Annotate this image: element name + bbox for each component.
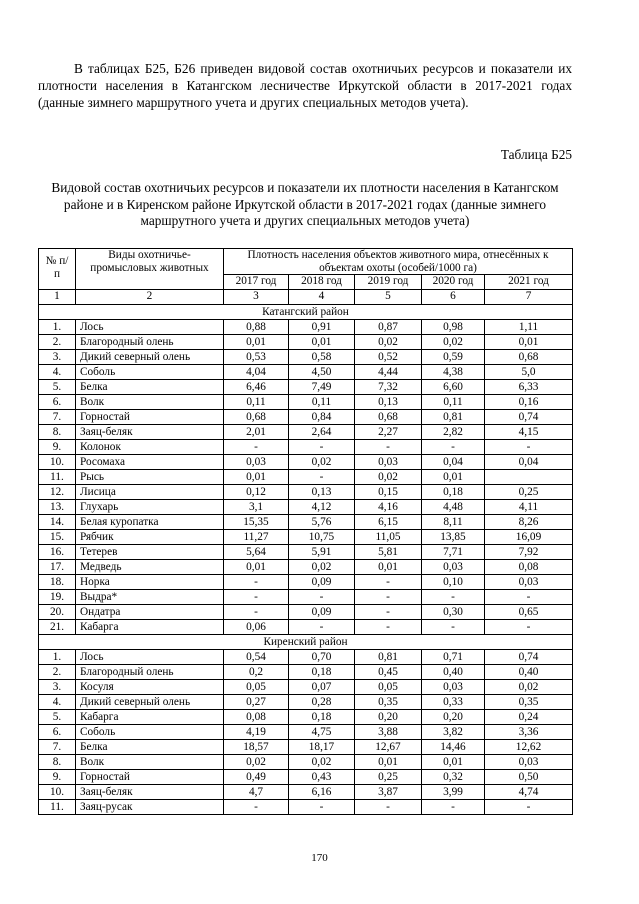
row-number: 7. <box>39 410 76 425</box>
density-value: 0,11 <box>289 395 355 410</box>
row-number: 16. <box>39 545 76 560</box>
row-number: 1. <box>39 320 76 335</box>
table-row <box>39 455 573 470</box>
density-value: 18,57 <box>224 740 289 755</box>
species-name: Лось <box>76 650 224 665</box>
density-value: 12,67 <box>355 740 422 755</box>
section-title: Киренский район <box>39 635 573 650</box>
species-name: Выдра* <box>76 590 224 605</box>
species-name: Лось <box>76 320 224 335</box>
density-value <box>485 470 573 485</box>
density-value: 18,17 <box>289 740 355 755</box>
density-value: 1,11 <box>485 320 573 335</box>
density-value: 0,01 <box>422 470 485 485</box>
species-name: Соболь <box>76 365 224 380</box>
density-value: 4,19 <box>224 725 289 740</box>
species-name: Заяц-беляк <box>76 425 224 440</box>
density-value: - <box>485 440 573 455</box>
density-value: 0,02 <box>355 470 422 485</box>
density-value: 6,15 <box>355 515 422 530</box>
density-value: 0,68 <box>224 410 289 425</box>
table-row <box>39 350 573 365</box>
density-value: 0,02 <box>224 755 289 770</box>
density-value: 6,16 <box>289 785 355 800</box>
table-row <box>39 395 573 410</box>
density-value: 2,64 <box>289 425 355 440</box>
species-name: Благородный олень <box>76 665 224 680</box>
density-value: 0,15 <box>355 485 422 500</box>
section-row <box>39 305 573 320</box>
density-value: 0,02 <box>289 560 355 575</box>
density-value: 0,05 <box>355 680 422 695</box>
density-value: 0,40 <box>422 665 485 680</box>
species-name: Глухарь <box>76 500 224 515</box>
density-value: 4,44 <box>355 365 422 380</box>
density-value: 0,01 <box>289 335 355 350</box>
row-number: 1. <box>39 650 76 665</box>
species-name: Медведь <box>76 560 224 575</box>
row-number: 2. <box>39 335 76 350</box>
density-value: 13,85 <box>422 530 485 545</box>
section-title: Катангский район <box>39 305 573 320</box>
row-number: 14. <box>39 515 76 530</box>
species-name: Горностай <box>76 770 224 785</box>
table-row <box>39 575 573 590</box>
density-value: - <box>422 590 485 605</box>
density-value: 0,09 <box>289 605 355 620</box>
density-value: 0,27 <box>224 695 289 710</box>
species-name: Колонок <box>76 440 224 455</box>
column-number: 5 <box>355 290 422 305</box>
density-value: 0,01 <box>224 470 289 485</box>
density-value: 3,99 <box>422 785 485 800</box>
row-number: 8. <box>39 755 76 770</box>
table-row <box>39 785 573 800</box>
density-value: 5,91 <box>289 545 355 560</box>
density-value: 6,60 <box>422 380 485 395</box>
header-year: 2018 год <box>289 275 355 290</box>
table-header-row <box>39 249 573 275</box>
density-value: - <box>485 800 573 815</box>
density-value: 3,87 <box>355 785 422 800</box>
species-name: Заяц-русак <box>76 800 224 815</box>
density-value: 0,01 <box>224 335 289 350</box>
species-name: Тетерев <box>76 545 224 560</box>
density-value: 4,48 <box>422 500 485 515</box>
table-row <box>39 410 573 425</box>
species-name: Волк <box>76 755 224 770</box>
density-value: 0,02 <box>422 335 485 350</box>
density-value: 0,03 <box>224 455 289 470</box>
species-name: Дикий северный олень <box>76 350 224 365</box>
density-value: 2,27 <box>355 425 422 440</box>
density-value: 5,76 <box>289 515 355 530</box>
density-value: - <box>289 620 355 635</box>
density-value: 0,03 <box>422 680 485 695</box>
density-value: 11,05 <box>355 530 422 545</box>
density-value: 4,15 <box>485 425 573 440</box>
density-value: 0,03 <box>422 560 485 575</box>
density-value: 0,49 <box>224 770 289 785</box>
column-number: 4 <box>289 290 355 305</box>
density-value: 0,01 <box>224 560 289 575</box>
table-label: Таблица Б25 <box>500 147 572 162</box>
density-value: 0,35 <box>485 695 573 710</box>
density-value: 0,65 <box>485 605 573 620</box>
density-value: - <box>485 590 573 605</box>
density-value: 0,24 <box>485 710 573 725</box>
row-number: 19. <box>39 590 76 605</box>
row-number: 9. <box>39 770 76 785</box>
density-value: 0,53 <box>224 350 289 365</box>
density-value: 0,68 <box>355 410 422 425</box>
table-row <box>39 770 573 785</box>
density-value: 0,28 <box>289 695 355 710</box>
density-value: - <box>289 470 355 485</box>
table-row <box>39 500 573 515</box>
header-num: № п/п <box>39 249 76 290</box>
row-number: 13. <box>39 500 76 515</box>
density-value: 0,01 <box>422 755 485 770</box>
species-name: Косуля <box>76 680 224 695</box>
species-name: Соболь <box>76 725 224 740</box>
density-value: 0,68 <box>485 350 573 365</box>
density-value: 0,04 <box>422 455 485 470</box>
table-row <box>39 680 573 695</box>
density-value: 2,01 <box>224 425 289 440</box>
column-number: 1 <box>39 290 76 305</box>
density-value: 0,08 <box>224 710 289 725</box>
density-value: 0,30 <box>422 605 485 620</box>
species-name: Заяц-беляк <box>76 785 224 800</box>
table-row <box>39 590 573 605</box>
density-value: 0,11 <box>224 395 289 410</box>
species-name: Белая куропатка <box>76 515 224 530</box>
header-density: Плотность населения объектов животного мира, отнесённых к объектам охоты (особей/1000 га) <box>224 249 573 275</box>
density-value: 4,16 <box>355 500 422 515</box>
density-value: 14,46 <box>422 740 485 755</box>
density-value: - <box>422 440 485 455</box>
species-name: Белка <box>76 380 224 395</box>
density-value: 0,70 <box>289 650 355 665</box>
density-value: - <box>289 440 355 455</box>
density-value: 0,02 <box>355 335 422 350</box>
density-value: - <box>224 590 289 605</box>
species-name: Лисица <box>76 485 224 500</box>
row-number: 4. <box>39 695 76 710</box>
density-value: 5,0 <box>485 365 573 380</box>
row-number: 3. <box>39 350 76 365</box>
table-row <box>39 740 573 755</box>
row-number: 6. <box>39 725 76 740</box>
density-value: - <box>485 620 573 635</box>
row-number: 15. <box>39 530 76 545</box>
column-numbers-row <box>39 290 573 305</box>
table-row <box>39 650 573 665</box>
header-year: 2017 год <box>224 275 289 290</box>
density-value: 0,87 <box>355 320 422 335</box>
density-value: - <box>224 440 289 455</box>
density-value: 0,91 <box>289 320 355 335</box>
species-name: Норка <box>76 575 224 590</box>
density-value: 0,12 <box>224 485 289 500</box>
density-value: 0,81 <box>355 650 422 665</box>
table-row <box>39 320 573 335</box>
table-row <box>39 725 573 740</box>
species-name: Благородный олень <box>76 335 224 350</box>
density-value: 0,18 <box>289 665 355 680</box>
column-number: 7 <box>485 290 573 305</box>
density-value: 16,09 <box>485 530 573 545</box>
table-row <box>39 515 573 530</box>
page-number: 170 <box>311 852 328 864</box>
density-value: 3,36 <box>485 725 573 740</box>
table-row <box>39 470 573 485</box>
density-value: 0,25 <box>485 485 573 500</box>
row-number: 17. <box>39 560 76 575</box>
row-number: 9. <box>39 440 76 455</box>
density-value: 4,04 <box>224 365 289 380</box>
density-value: 8,11 <box>422 515 485 530</box>
species-name: Белка <box>76 740 224 755</box>
table-row <box>39 620 573 635</box>
density-value: 2,82 <box>422 425 485 440</box>
row-number: 2. <box>39 665 76 680</box>
column-number: 2 <box>76 290 224 305</box>
density-value: 0,59 <box>422 350 485 365</box>
density-value: 0,07 <box>289 680 355 695</box>
density-value: 0,98 <box>422 320 485 335</box>
density-value: 0,18 <box>289 710 355 725</box>
density-value: 0,40 <box>485 665 573 680</box>
header-year: 2021 год <box>485 275 573 290</box>
species-name: Кабарга <box>76 710 224 725</box>
density-value: 0,01 <box>355 560 422 575</box>
density-value: 3,82 <box>422 725 485 740</box>
density-value: 0,11 <box>422 395 485 410</box>
row-number: 11. <box>39 800 76 815</box>
density-value: 15,35 <box>224 515 289 530</box>
row-number: 3. <box>39 680 76 695</box>
density-value: 0,35 <box>355 695 422 710</box>
density-value: 0,02 <box>485 680 573 695</box>
density-value: 3,1 <box>224 500 289 515</box>
density-value: 0,18 <box>422 485 485 500</box>
row-number: 4. <box>39 365 76 380</box>
species-name: Кабарга <box>76 620 224 635</box>
density-value: 0,74 <box>485 410 573 425</box>
density-value: 4,38 <box>422 365 485 380</box>
density-value: 0,01 <box>485 335 573 350</box>
species-name: Росомаха <box>76 455 224 470</box>
row-number: 8. <box>39 425 76 440</box>
density-value: 4,74 <box>485 785 573 800</box>
density-value: 0,33 <box>422 695 485 710</box>
density-value: 0,03 <box>355 455 422 470</box>
density-value: 5,64 <box>224 545 289 560</box>
species-name: Дикий северный олень <box>76 695 224 710</box>
density-value: - <box>289 590 355 605</box>
row-number: 5. <box>39 380 76 395</box>
density-value: - <box>355 590 422 605</box>
density-value: 0,50 <box>485 770 573 785</box>
density-value: 0,74 <box>485 650 573 665</box>
density-value: - <box>224 605 289 620</box>
density-value: 0,03 <box>485 575 573 590</box>
species-name: Волк <box>76 395 224 410</box>
density-value: 0,45 <box>355 665 422 680</box>
density-value: 0,05 <box>224 680 289 695</box>
density-value: 3,88 <box>355 725 422 740</box>
density-value: 0,02 <box>289 455 355 470</box>
density-value: 5,81 <box>355 545 422 560</box>
row-number: 11. <box>39 470 76 485</box>
row-number: 21. <box>39 620 76 635</box>
table-row <box>39 530 573 545</box>
density-value: 4,11 <box>485 500 573 515</box>
density-value: - <box>355 440 422 455</box>
table-row <box>39 710 573 725</box>
section-row <box>39 635 573 650</box>
density-value: 8,26 <box>485 515 573 530</box>
density-table <box>38 248 573 815</box>
density-value: 0,09 <box>289 575 355 590</box>
column-number: 3 <box>224 290 289 305</box>
row-number: 10. <box>39 455 76 470</box>
species-name: Рысь <box>76 470 224 485</box>
density-value: - <box>224 800 289 815</box>
header-species: Виды охотничье-промысловых животных <box>76 249 224 290</box>
density-value: - <box>422 800 485 815</box>
density-value: 0,2 <box>224 665 289 680</box>
row-number: 20. <box>39 605 76 620</box>
density-value: 0,52 <box>355 350 422 365</box>
table-row <box>39 380 573 395</box>
density-value: 4,75 <box>289 725 355 740</box>
intro-paragraph: В таблицах Б25, Б26 приведен видовой состав охотничьих ресурсов и показатели их плотности населения в Катангском лесничестве Иркутской области в 2017-2021 годах (данные зимнего маршрутного учета и других специальных методов учета). <box>38 61 572 110</box>
density-value: 7,92 <box>485 545 573 560</box>
density-value: 7,32 <box>355 380 422 395</box>
density-value: 7,71 <box>422 545 485 560</box>
density-value: - <box>355 800 422 815</box>
density-value: 0,58 <box>289 350 355 365</box>
density-value: 0,02 <box>289 755 355 770</box>
table-row <box>39 485 573 500</box>
column-number: 6 <box>422 290 485 305</box>
density-value: 0,81 <box>422 410 485 425</box>
table-body <box>39 305 573 815</box>
density-value: - <box>224 575 289 590</box>
table-row <box>39 365 573 380</box>
density-value: 0,13 <box>355 395 422 410</box>
table-row <box>39 560 573 575</box>
density-value: 4,12 <box>289 500 355 515</box>
density-value: - <box>355 620 422 635</box>
density-value: 0,20 <box>355 710 422 725</box>
density-value: 0,25 <box>355 770 422 785</box>
density-value: 0,13 <box>289 485 355 500</box>
table-row <box>39 665 573 680</box>
density-value: - <box>355 605 422 620</box>
density-value: 0,84 <box>289 410 355 425</box>
row-number: 10. <box>39 785 76 800</box>
species-name: Ондатра <box>76 605 224 620</box>
row-number: 18. <box>39 575 76 590</box>
density-value: 6,46 <box>224 380 289 395</box>
row-number: 6. <box>39 395 76 410</box>
density-value: - <box>422 620 485 635</box>
density-value: 7,49 <box>289 380 355 395</box>
density-value: 0,08 <box>485 560 573 575</box>
density-value: 0,04 <box>485 455 573 470</box>
density-value: 0,06 <box>224 620 289 635</box>
density-value: 4,7 <box>224 785 289 800</box>
density-value: 0,10 <box>422 575 485 590</box>
density-value: 0,43 <box>289 770 355 785</box>
header-year: 2020 год <box>422 275 485 290</box>
density-value: 12,62 <box>485 740 573 755</box>
table-row <box>39 755 573 770</box>
density-value: 0,32 <box>422 770 485 785</box>
species-name: Рябчик <box>76 530 224 545</box>
table-caption: Видовой состав охотничьих ресурсов и показатели их плотности населения в Катангском районе и в Киренском районе Иркутской области в 2017-2021 годах (данные зимнего маршрутного учета и других специальных методов учета) <box>51 180 559 228</box>
table-row <box>39 335 573 350</box>
table-row <box>39 695 573 710</box>
table-row <box>39 440 573 455</box>
density-value: 0,03 <box>485 755 573 770</box>
density-value: 0,71 <box>422 650 485 665</box>
row-number: 5. <box>39 710 76 725</box>
row-number: 12. <box>39 485 76 500</box>
density-value: 0,20 <box>422 710 485 725</box>
density-value: 0,54 <box>224 650 289 665</box>
density-value: 4,50 <box>289 365 355 380</box>
table-row <box>39 545 573 560</box>
header-year: 2019 год <box>355 275 422 290</box>
density-value: - <box>289 800 355 815</box>
density-value: 11,27 <box>224 530 289 545</box>
density-value: - <box>355 575 422 590</box>
density-value: 0,88 <box>224 320 289 335</box>
row-number: 7. <box>39 740 76 755</box>
table-row <box>39 425 573 440</box>
density-value: 6,33 <box>485 380 573 395</box>
density-value: 10,75 <box>289 530 355 545</box>
species-name: Горностай <box>76 410 224 425</box>
table-row <box>39 800 573 815</box>
density-value: 0,16 <box>485 395 573 410</box>
density-value: 0,01 <box>355 755 422 770</box>
table-row <box>39 605 573 620</box>
